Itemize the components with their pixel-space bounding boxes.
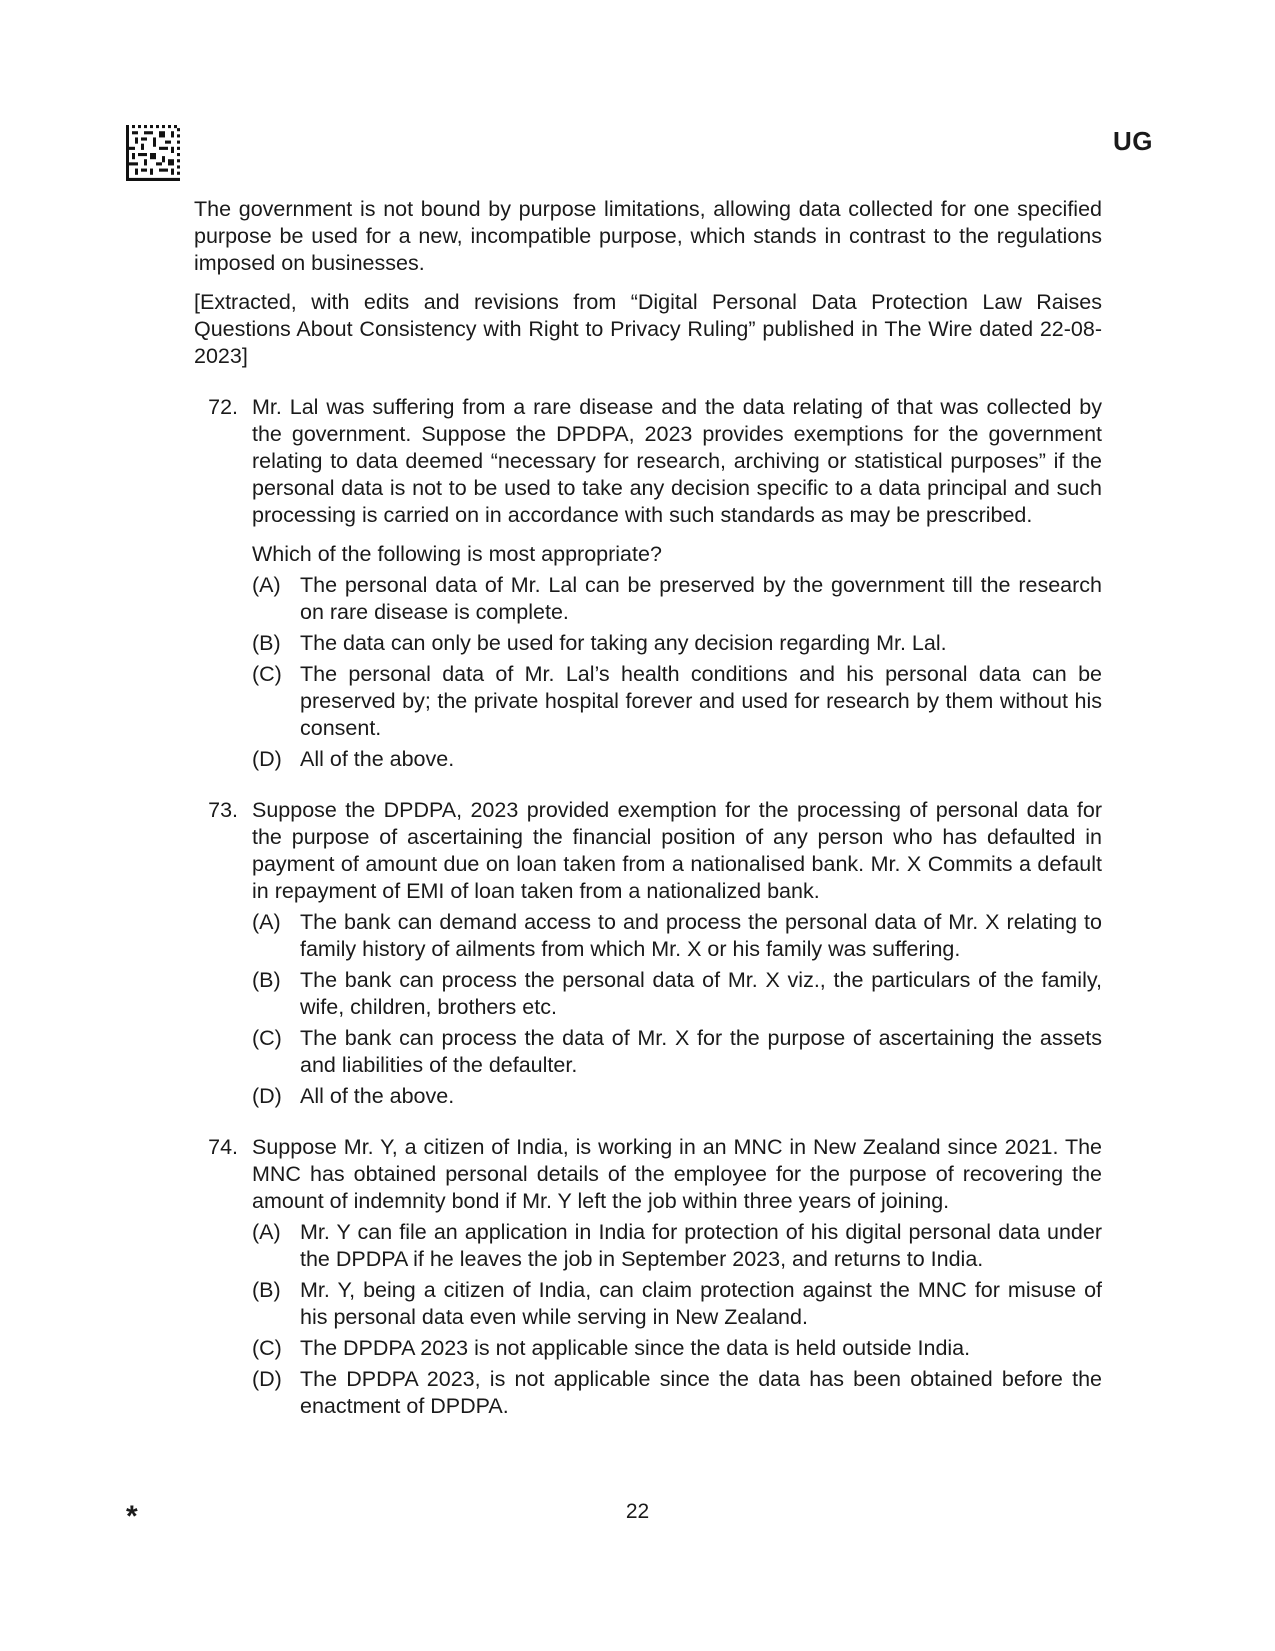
option-label: (B) [252,1278,281,1302]
option-c [252,1025,1102,1079]
option-label: (D) [252,1084,282,1108]
option-text: The DPDPA 2023 is not applicable since the data is held outside India. [300,1336,971,1360]
option-text: All of the above. [300,747,455,771]
option-label: (C) [252,662,282,686]
datamatrix-code-icon [126,125,180,181]
option-text: The personal data of Mr. Lal’s health conditions and his personal data can be preserved by; the private hospital forever and used for research by them without his consent. [300,662,1102,740]
option-text: All of the above. [300,1084,455,1108]
option-label: (C) [252,1336,282,1360]
question-number: 74. [208,1135,238,1159]
option-label: (D) [252,1367,282,1391]
question-73 [194,797,1102,1110]
option-b [252,967,1102,1021]
page-number: 22 [625,1500,650,1523]
page-content [194,196,1102,1420]
option-text: The bank can demand access to and process the personal data of Mr. X relating to family history of ailments from which Mr. X or his family was suffering. [300,910,1102,961]
option-label: (D) [252,747,282,771]
option-text: The DPDPA 2023, is not applicable since the data has been obtained before the enactment of DPDPA. [300,1367,1102,1418]
option-label: (A) [252,1220,281,1244]
option-text: Mr. Y can file an application in India for protection of his digital personal data under the DPDPA if he leaves the job in September 2023, and returns to India. [300,1220,1102,1271]
option-d [252,746,1102,773]
passage-source: [Extracted, with edits and revisions from “Digital Personal Data Protection Law Raises Questions About Consistency with Right to Privacy Ruling” published in The Wire dated 22-08-2023] [194,290,1102,368]
question-text: Suppose the DPDPA, 2023 provided exemption for the processing of personal data for the purpose of ascertaining the financial position of any person who has defaulted in payment of amount due on loan taken from a nationalised bank. Mr. X Commits a default in repayment of EMI of loan taken from a nationalized bank. [252,798,1102,903]
option-text: Mr. Y, being a citizen of India, can claim protection against the MNC for misuse of his personal data even while serving in New Zealand. [300,1278,1102,1329]
option-label: (A) [252,910,281,934]
exam-code: UG [1113,126,1153,156]
option-d [252,1083,1102,1110]
question-text: Mr. Lal was suffering from a rare disease and the data relating of that was collected by the government. Suppose the DPDPA, 2023 provides exemptions for the government relating to data deemed “necessary for research, archiving or statistical purposes” if the personal data is not to be used to take any decision specific to a data principal and such processing is carried on in accordance with such standards as may be prescribed. [252,395,1102,527]
option-c [252,661,1102,742]
options-list [252,909,1102,1110]
option-text: The data can only be used for taking any decision regarding Mr. Lal. [300,631,947,655]
option-label: (A) [252,573,281,597]
passage-paragraph: The government is not bound by purpose limitations, allowing data collected for one specified purpose be used for a new, incompatible purpose, which stands in contrast to the regulations imposed on businesses. [194,197,1102,275]
footer-star-marker: * [126,1500,138,1533]
option-a [252,572,1102,626]
option-text: The bank can process the personal data of Mr. X viz., the particulars of the family, wife, children, brothers etc. [300,968,1102,1019]
question-number: 73. [208,798,238,822]
options-list [252,572,1102,773]
option-a [252,1219,1102,1273]
option-text: The bank can process the data of Mr. X for the purpose of ascertaining the assets and liabilities of the defaulter. [300,1026,1102,1077]
question-prompt: Which of the following is most appropriate? [252,542,662,566]
options-list [252,1219,1102,1420]
option-label: (C) [252,1026,282,1050]
option-text: The personal data of Mr. Lal can be preserved by the government till the research on rare disease is complete. [300,573,1102,624]
question-74 [194,1134,1102,1420]
option-label: (B) [252,968,281,992]
question-72 [194,394,1102,773]
option-d [252,1366,1102,1420]
option-label: (B) [252,631,281,655]
option-a [252,909,1102,963]
option-c [252,1335,1102,1362]
option-b [252,1277,1102,1331]
question-text: Suppose Mr. Y, a citizen of India, is working in an MNC in New Zealand since 2021. The MNC has obtained personal details of the employee for the purpose of recovering the amount of indemnity bond if Mr. Y left the job within three years of joining. [252,1135,1102,1213]
option-b [252,630,1102,657]
question-number: 72. [208,395,238,419]
